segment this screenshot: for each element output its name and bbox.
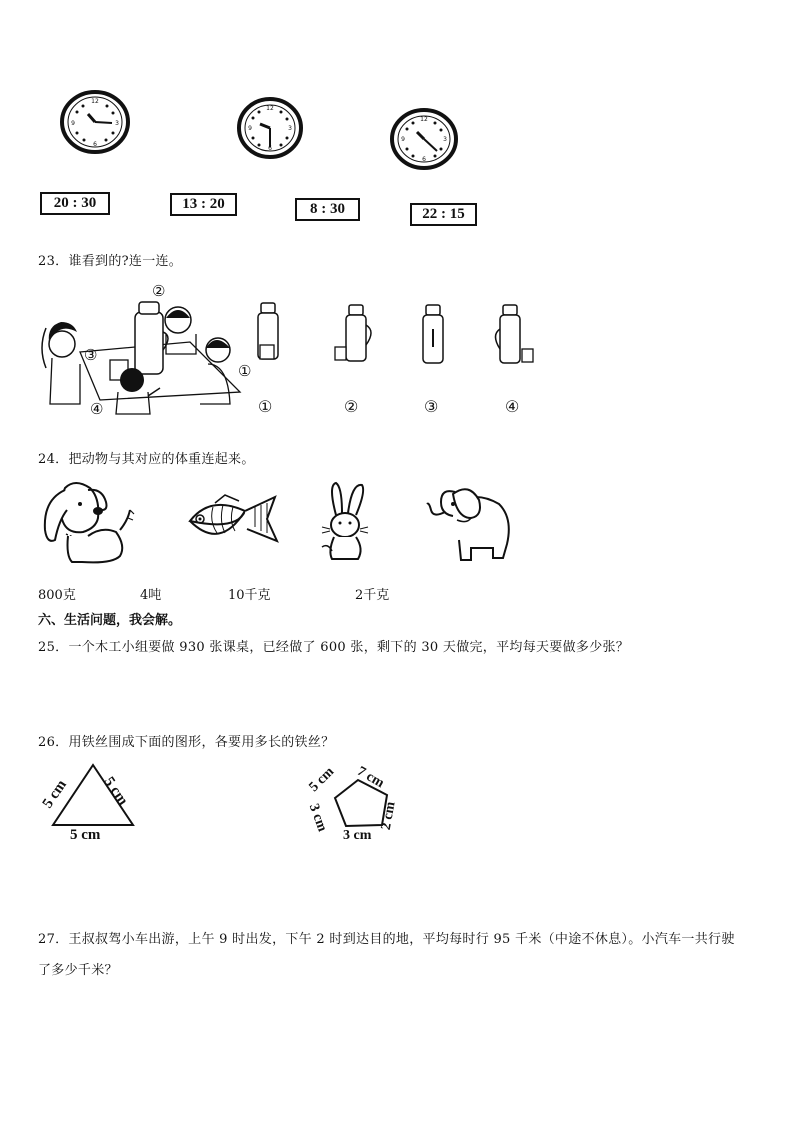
time-box: 20 : 30: [40, 192, 110, 215]
triangle-left-label: 5 cm: [39, 777, 70, 812]
section-6-title: 六、生活问题，我会解。: [38, 613, 182, 628]
question-24: 24．把动物与其对应的体重连起来。: [38, 452, 255, 467]
clock-2: [238, 97, 304, 159]
clock-3: [390, 108, 458, 170]
fish-illustration: [185, 493, 280, 548]
view-label-3: ③: [424, 397, 439, 416]
pentagon-bottom-label: 3 cm: [343, 828, 372, 843]
question-26: 26．用铁丝围成下面的图形，各要用多长的铁丝？: [38, 735, 335, 750]
view-label-1: ①: [258, 397, 273, 416]
time-box: 22 : 15: [410, 203, 477, 226]
rabbit-illustration: [320, 481, 372, 563]
scene-label-left: ③: [84, 346, 98, 364]
svg-text:6: 6: [268, 145, 272, 152]
view-label-4: ④: [505, 397, 520, 416]
thermos-view-4: [495, 305, 537, 363]
time-box: 8 : 30: [295, 198, 360, 221]
question-25: 25．一个木工小组要做 930 张课桌，已经做了 600 张，剩下的 30 天做完，平均每天要做多少张？: [38, 640, 630, 655]
svg-text:3: 3: [443, 136, 447, 143]
svg-text:9: 9: [248, 125, 252, 132]
question-23: 23．谁看到的?连一连。: [38, 254, 183, 269]
weight-label-4: 2千克: [355, 588, 390, 603]
question-27-line-2: 了多少千米？: [38, 963, 118, 978]
thermos-view-3: [420, 305, 446, 363]
clock-1: [60, 90, 132, 154]
table-scene-illustration: [40, 282, 260, 416]
time-box: 13 : 20: [170, 193, 237, 216]
svg-text:9: 9: [401, 136, 405, 143]
svg-text:9: 9: [71, 120, 75, 127]
svg-text:3: 3: [115, 120, 119, 127]
triangle-bottom-label: 5 cm: [70, 827, 101, 843]
svg-text:6: 6: [93, 141, 97, 148]
svg-text:6: 6: [422, 156, 426, 163]
pentagon-top-right-label: 7 cm: [354, 763, 387, 792]
svg-text:12: 12: [420, 116, 428, 123]
weight-label-3: 10千克: [228, 588, 271, 603]
thermos-view-2: [333, 305, 377, 361]
pentagon-top-left-label: 5 cm: [306, 764, 338, 795]
weight-label-2: 4吨: [140, 588, 162, 603]
elephant-illustration: [425, 482, 515, 562]
weight-label-1: 800克: [38, 588, 76, 603]
pentagon-right-label: 2 cm: [378, 800, 399, 832]
view-label-2: ②: [344, 397, 359, 416]
dog-illustration: [40, 478, 135, 568]
svg-text:3: 3: [288, 125, 292, 132]
scene-label-right: ①: [238, 362, 252, 380]
svg-text:12: 12: [91, 98, 99, 105]
scene-label-bottom: ④: [90, 400, 104, 418]
pentagon-left-label: 3 cm: [305, 801, 330, 834]
scene-label-top: ②: [152, 282, 166, 300]
svg-text:12: 12: [266, 105, 274, 112]
question-27-line-1: 27．王叔叔驾小车出游，上午 9 时出发，下午 2 时到达目的地，平均每时行 95 千米（中途不休息）。小汽车一共行驶: [38, 932, 735, 947]
triangle-right-label: 5 cm: [100, 774, 131, 809]
thermos-view-1: [255, 303, 285, 359]
